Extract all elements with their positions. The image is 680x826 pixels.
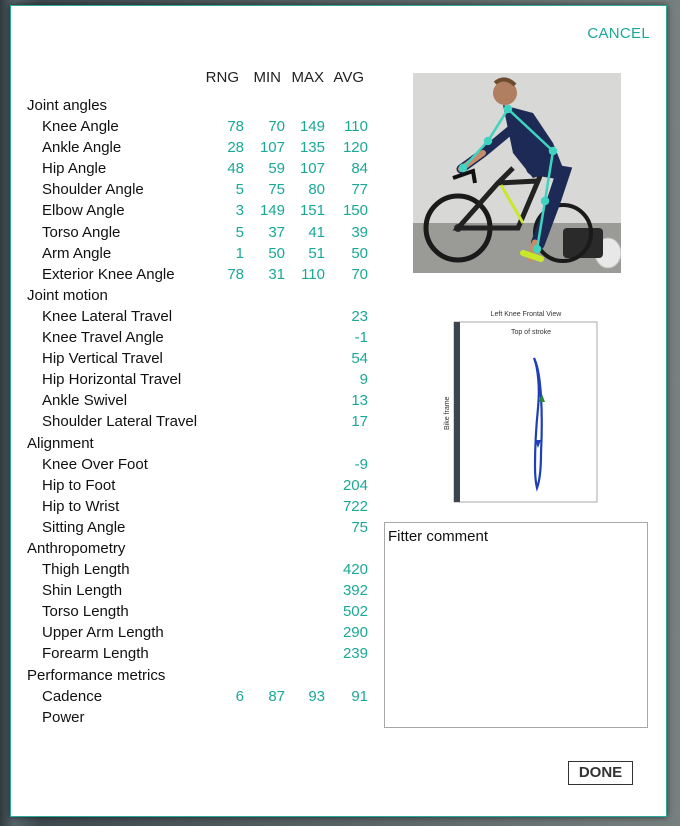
metric-row — [11, 390, 381, 411]
metric-value-avg: 9 — [359, 371, 368, 389]
metric-label: Knee Lateral Travel — [42, 307, 173, 325]
metric-value-max: 110 — [301, 265, 325, 283]
metric-row — [11, 306, 381, 327]
metric-value-max: 149 — [299, 118, 325, 136]
section-title: Alignment — [27, 434, 94, 452]
metric-value-avg: 392 — [342, 582, 368, 600]
bike-frame-bar — [454, 322, 460, 502]
metric-value-max: 151 — [299, 202, 325, 220]
metric-value-rng: 6 — [235, 687, 244, 705]
section-row — [11, 95, 381, 116]
metric-row — [11, 200, 381, 221]
metric-row — [11, 517, 381, 538]
metric-row — [11, 454, 381, 475]
metric-value-rng: 5 — [235, 181, 244, 199]
metric-row — [11, 264, 381, 285]
metric-label: Hip Horizontal Travel — [42, 371, 182, 389]
rider-photo — [413, 73, 621, 273]
metric-label: Hip Vertical Travel — [42, 350, 163, 368]
metric-value-avg: 239 — [342, 645, 368, 663]
metric-value-min: 70 — [268, 118, 285, 136]
metric-label: Knee Over Foot — [42, 455, 148, 473]
metric-row — [11, 158, 381, 179]
metric-value-avg: -1 — [354, 329, 368, 347]
knee-view-title: Left Knee Frontal View — [490, 311, 562, 318]
metric-label: Elbow Angle — [42, 202, 125, 220]
column-header-min: MIN — [253, 69, 281, 86]
metric-row — [11, 222, 381, 243]
metric-label: Forearm Length — [42, 645, 149, 663]
metric-label: Torso Angle — [42, 223, 121, 241]
metric-row — [11, 116, 381, 137]
metric-value-avg: 70 — [351, 265, 368, 283]
section-title: Performance metrics — [27, 666, 166, 684]
metric-value-min: 50 — [268, 244, 285, 262]
metric-row — [11, 559, 381, 580]
fitter-comment-textarea[interactable] — [384, 522, 648, 728]
knee-view-plot-area — [454, 322, 597, 502]
metric-value-avg: 120 — [342, 139, 368, 157]
metric-label: Knee Travel Angle — [42, 329, 164, 347]
metric-row — [11, 601, 381, 622]
metric-label: Sitting Angle — [42, 518, 126, 536]
metric-row — [11, 580, 381, 601]
metric-value-max: 93 — [308, 687, 325, 705]
metric-row — [11, 243, 381, 264]
metric-label: Knee Angle — [42, 118, 119, 136]
metric-value-avg: 50 — [351, 244, 368, 262]
section-row — [11, 538, 381, 559]
metric-row — [11, 686, 381, 707]
metric-value-avg: 13 — [351, 392, 368, 410]
done-button[interactable]: DONE — [568, 761, 633, 785]
metric-value-avg: 91 — [351, 687, 368, 705]
metric-value-avg: 17 — [351, 413, 368, 431]
metric-value-max: 51 — [308, 244, 325, 262]
metric-value-avg: 110 — [344, 118, 368, 136]
metric-label: Torso Length — [42, 603, 129, 621]
metric-row — [11, 411, 381, 432]
section-row — [11, 665, 381, 686]
metric-row — [11, 137, 381, 158]
metric-label: Shin Length — [42, 582, 123, 600]
metric-value-rng: 78 — [227, 118, 244, 136]
metric-label: Exterior Knee Angle — [42, 265, 175, 283]
metric-value-avg: 54 — [351, 350, 368, 368]
metric-row — [11, 369, 381, 390]
metric-row — [11, 348, 381, 369]
knee-frontal-view-chart — [441, 308, 601, 504]
section-title: Anthropometry — [27, 539, 126, 557]
knee-view-subtitle: Top of stroke — [510, 329, 552, 336]
metric-label: Arm Angle — [42, 244, 112, 262]
bike-frame-label: Bike frame — [444, 396, 451, 430]
metric-row — [11, 707, 381, 728]
section-title: Joint motion — [27, 286, 108, 304]
section-title: Joint angles — [27, 97, 108, 114]
metric-value-avg: 150 — [342, 202, 368, 220]
metric-label: Thigh Length — [42, 561, 130, 579]
metric-label: Power — [42, 708, 85, 726]
metric-value-avg: 39 — [351, 223, 368, 241]
metric-label: Hip Angle — [42, 160, 107, 178]
metric-row — [11, 327, 381, 348]
metric-value-max: 107 — [299, 160, 325, 178]
metric-value-rng: 1 — [235, 244, 244, 262]
metric-value-min: 37 — [268, 223, 285, 241]
metric-value-rng: 5 — [235, 223, 244, 241]
column-header-avg: AVG — [333, 69, 364, 86]
metric-value-rng: 48 — [227, 160, 244, 178]
metric-value-avg: 420 — [342, 561, 368, 579]
metric-label: Shoulder Lateral Travel — [42, 413, 198, 431]
metric-value-avg: 84 — [351, 160, 368, 178]
metric-value-max: 80 — [308, 181, 325, 199]
metric-value-rng: 78 — [227, 265, 244, 283]
metric-value-avg: 75 — [351, 518, 368, 536]
section-row — [11, 285, 381, 306]
metric-value-min: 59 — [268, 160, 285, 178]
column-header-rng: RNG — [205, 69, 239, 86]
metric-value-avg: 722 — [342, 497, 368, 515]
metric-value-avg: 23 — [351, 307, 368, 325]
rider-on-bike-image — [413, 73, 621, 273]
metric-value-avg: -9 — [354, 455, 368, 473]
metric-label: Hip to Wrist — [42, 497, 120, 515]
metric-value-min: 107 — [259, 139, 285, 157]
bike-fit-report-dialog — [10, 5, 667, 817]
metric-value-avg: 290 — [342, 624, 368, 642]
metric-value-avg: 502 — [342, 603, 368, 621]
metric-value-avg: 204 — [342, 476, 368, 494]
metric-value-avg: 77 — [351, 181, 368, 199]
metric-row — [11, 643, 381, 664]
metric-label: Ankle Swivel — [42, 392, 128, 410]
metrics-table — [11, 95, 381, 728]
fitter-comment-label: Fitter comment — [388, 528, 489, 545]
metric-label: Cadence — [42, 687, 103, 705]
cancel-button[interactable]: CANCEL — [587, 25, 650, 42]
metric-value-min: 87 — [268, 687, 285, 705]
metric-value-min: 75 — [268, 181, 285, 199]
metric-value-min: 149 — [259, 202, 285, 220]
metric-value-rng: 28 — [227, 139, 244, 157]
metric-row — [11, 475, 381, 496]
metric-value-max: 41 — [308, 223, 325, 241]
metric-row — [11, 179, 381, 200]
metric-value-min: 31 — [268, 265, 285, 283]
metric-label: Upper Arm Length — [42, 624, 164, 642]
column-header-max: MAX — [291, 69, 324, 86]
metric-value-max: 135 — [299, 139, 325, 157]
metric-label: Hip to Foot — [42, 476, 116, 494]
section-row — [11, 433, 381, 454]
metric-label: Ankle Angle — [42, 139, 122, 157]
metric-label: Shoulder Angle — [42, 181, 144, 199]
metric-row — [11, 622, 381, 643]
metric-value-rng: 3 — [235, 202, 244, 220]
metric-row — [11, 496, 381, 517]
